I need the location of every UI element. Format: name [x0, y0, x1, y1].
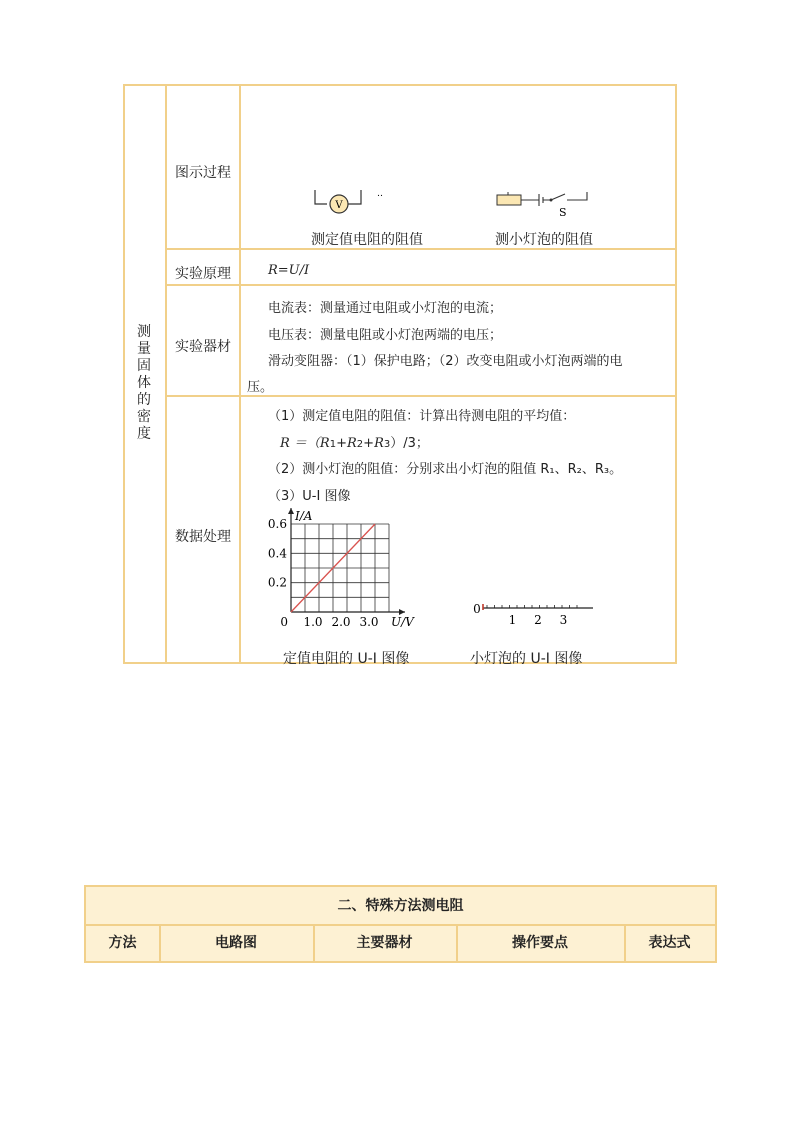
- x-tick-label: 3.0: [359, 615, 379, 629]
- row-label-principle: 实验原理: [175, 266, 231, 282]
- special-methods-table: [84, 885, 717, 963]
- column-divider: [165, 86, 167, 662]
- x-axis-label: U/V: [391, 615, 414, 629]
- header-expression: 表达式: [648, 935, 691, 951]
- principle-formula: R=U/I: [268, 263, 310, 278]
- header-method: 方法: [108, 935, 137, 951]
- caption-lamp: 测小灯泡的阻值: [495, 232, 593, 248]
- header-equipment: 主要器材: [356, 935, 413, 951]
- data-line-3: （2）测小灯泡的阻值：分别求出小灯泡的阻值 R₁、R₂、R₃。: [268, 462, 623, 477]
- equipment-line: 滑动变阻器：（1）保护电路；（2）改变电阻或小灯泡两端的电: [268, 354, 623, 369]
- table-title: 二、特殊方法测电阻: [337, 898, 464, 914]
- row-label-data: 数据处理: [175, 529, 231, 545]
- voltmeter-label: V: [335, 200, 343, 211]
- header-circuit: 电路图: [215, 935, 257, 951]
- y-tick-label: 0.6: [267, 517, 287, 531]
- caption-fixed-resistor: 测定值电阻的阻值: [311, 232, 423, 248]
- equipment-line: 压。: [247, 380, 274, 395]
- experiment-table: [123, 84, 677, 667]
- y-tick-label: 0.4: [267, 546, 287, 561]
- row-divider: [166, 284, 675, 286]
- svg-text:‥: ‥: [377, 189, 384, 199]
- y-tick-label: 0.2: [267, 575, 287, 590]
- header-key-steps: 操作要点: [512, 935, 568, 951]
- x-tick-label: 0: [280, 615, 288, 629]
- x-tick-label: 2: [534, 613, 542, 627]
- y-axis-label: I/A: [295, 509, 313, 523]
- side-label: 测量固体的密度: [137, 324, 151, 442]
- caption-resistor-graph: 定值电阻的 U-I 图像: [283, 651, 410, 667]
- data-line-4: （3）U-I 图像: [268, 489, 351, 504]
- resistor-ui-chart: [267, 504, 417, 629]
- row-label-diagram: 图示过程: [175, 165, 231, 181]
- equipment-line: 电流表：测量通过电阻或小灯泡的电流；: [268, 301, 503, 316]
- data-line-1: （1）测定值电阻的阻值：计算出待测电阻的平均值：: [268, 409, 576, 424]
- x-tick-label: 2.0: [331, 615, 351, 629]
- row-divider: [166, 395, 675, 397]
- circuit-fragment-right: [495, 186, 595, 218]
- x-tick-label: 1: [508, 613, 517, 627]
- y-axis-arrow: [288, 508, 294, 514]
- column-divider: [239, 86, 241, 662]
- equipment-line: 电压表：测量电阻或小灯泡两端的电压；: [268, 328, 503, 343]
- x-tick-label: 1.0: [303, 615, 323, 629]
- data-line-2: R ＝（R1+R2+R3）/3；: [280, 436, 429, 451]
- row-label-equipment: 实验器材: [175, 339, 231, 355]
- x-tick-label: 0: [473, 602, 481, 616]
- circuit-fragment-left: [313, 186, 393, 214]
- caption-lamp-graph: 小灯泡的 U-I 图像: [470, 651, 583, 667]
- lamp-ui-chart: [467, 596, 597, 636]
- x-tick-label: 3: [559, 613, 568, 627]
- switch-label: S: [559, 206, 567, 218]
